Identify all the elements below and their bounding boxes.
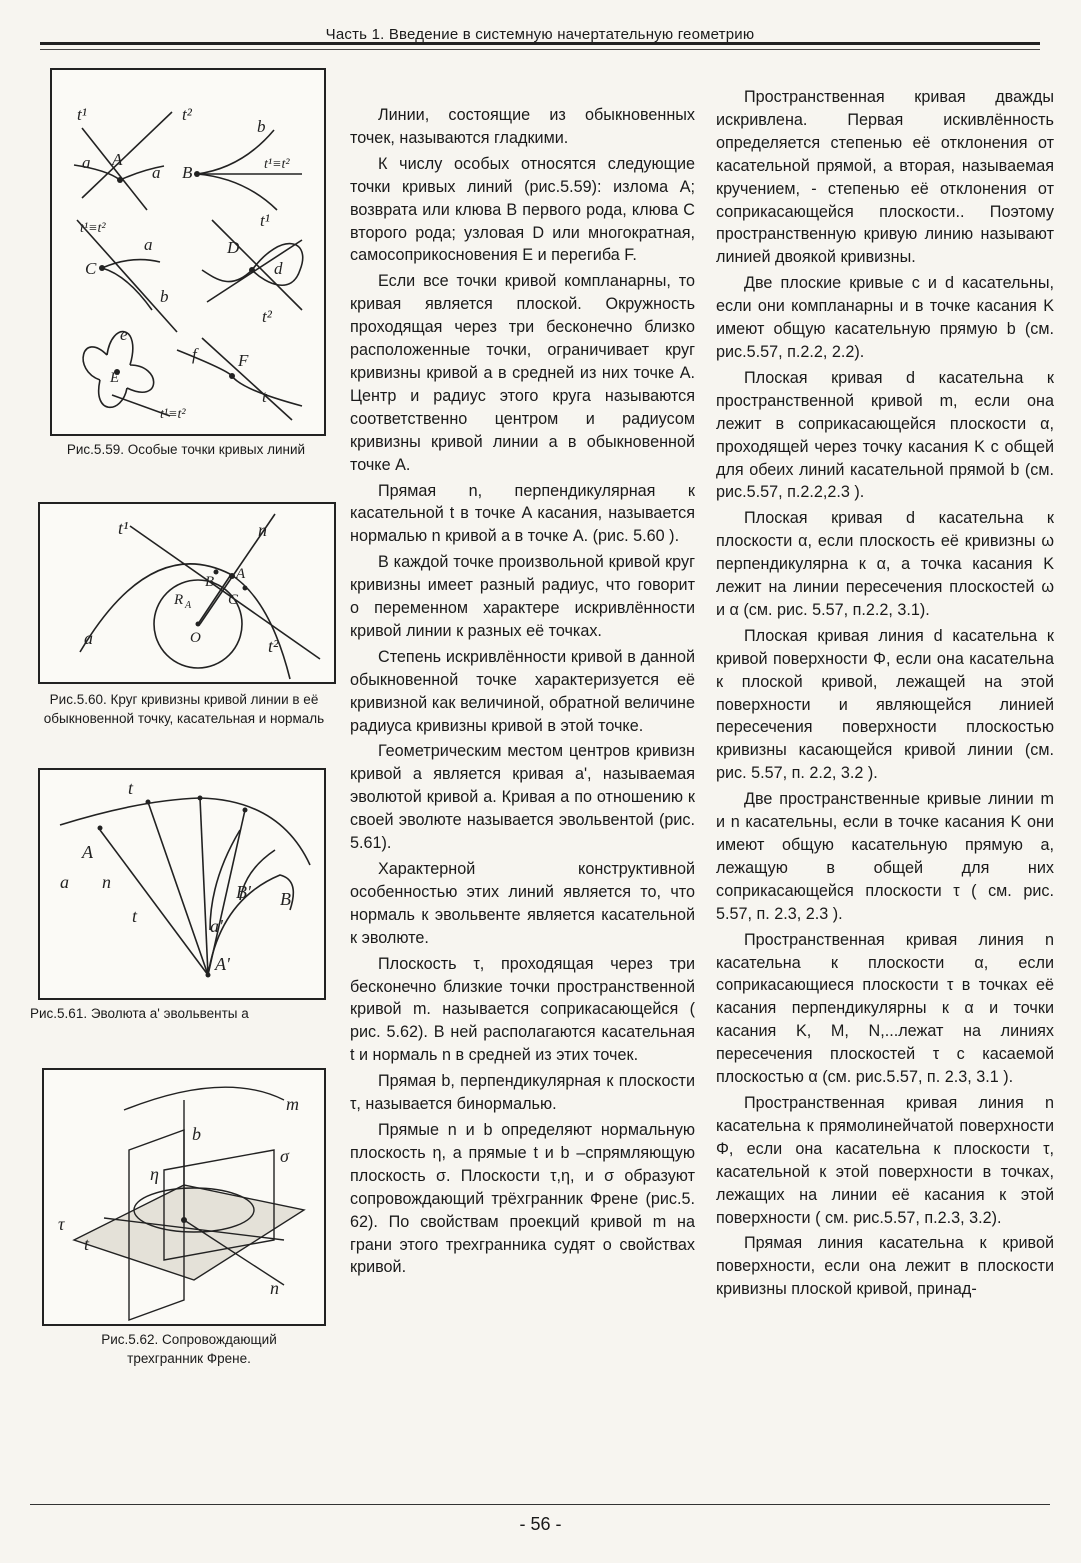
paragraph: Геометрическим местом центров кривизн кривой a является кривая a', называемая эволютой кривой a. Кривая a по отношению к своей эволюте называется эвольвентой (рис. 5.61). [350, 742, 695, 853]
f60-label-B: B [205, 574, 215, 590]
f61-label-a: a [60, 872, 69, 892]
caption-5-59: Рис.5.59. Особые точки кривых линий [66, 442, 306, 457]
f61-label-A: A [82, 842, 93, 862]
figure-5-60 [38, 502, 336, 684]
f59-label-D: D [227, 238, 240, 257]
figure-5-59 [50, 68, 326, 436]
figure-5-62-drawing [44, 1070, 324, 1324]
f59-label-A: A [112, 150, 123, 169]
f60-label-RA: R [174, 592, 184, 608]
f59-label-F: F [238, 351, 249, 370]
f59-label-teq3: t¹≡t² [160, 407, 186, 422]
f59-label-t1: t¹ [77, 105, 87, 124]
page-number: - 56 - [519, 1514, 562, 1534]
f60-label-t1: t¹ [118, 518, 129, 538]
f59-label-b: b [257, 117, 266, 136]
footer-rule [30, 1504, 1050, 1505]
figure-5-61-drawing [40, 770, 324, 998]
f59-label-a3: a [144, 235, 153, 254]
paragraph: В каждой точке произвольной кривой круг кривизны имеет разный радиус, что говорит о переменном характере искривлённости кривой линии к разных её точках. [350, 553, 695, 640]
f61-label-B1: B' [236, 882, 251, 902]
f59-label-d: d [274, 259, 283, 278]
paragraph: Плоская кривая линия d касательна к кривой поверхности Φ, если она касательна к плоской кривой, лежащей на этой поверхности и являющейся линией пересечения поверхности плоскостью кривизны касающейся кривой линии (см. рис. 5.57, п. 2.2, 3.2 ). [716, 626, 1054, 783]
f60-label-a: a [84, 628, 93, 648]
f61-label-B: B [280, 889, 291, 909]
f59-label-teq: t¹≡t² [264, 157, 290, 172]
f62-label-n: n [270, 1278, 279, 1298]
figure-5-60-drawing [40, 504, 334, 682]
paragraph: Две плоские кривые c и d касательны, если они компланарны и в точке касания K имеют общую касательную прямую b (см. рис.5.57, п.2.2, 2.2). [716, 274, 1054, 361]
f62-label-t: t [84, 1234, 90, 1254]
paragraph: Плоскость τ, проходящая через три бесконечно близкие точки пространственной кривой m. называется соприкасающейся ( рис. 5.62). В ней располагаются касательная t и нормаль n в средней из этих точек. [350, 954, 695, 1065]
caption-5-60: Рис.5.60. Круг кривизны кривой линии в её обыкновенной точку, касательная и нормаль [43, 692, 325, 726]
f59-label-C: C [85, 259, 97, 278]
f62-label-m: m [286, 1094, 299, 1114]
f61-label-t: t [128, 778, 134, 798]
f61-label-a1: a' [210, 916, 223, 936]
f62-label-eta: η [150, 1164, 159, 1184]
f59-label-teq2: t¹≡t² [80, 221, 106, 236]
paragraph: Прямая линия касательна к кривой поверхности, если она лежит в плоскости кривизны плоской кривой, принад- [716, 1234, 1054, 1299]
f61-label-A1: A' [215, 954, 230, 974]
f62-label-b: b [192, 1124, 201, 1144]
f59-label-b2: b [160, 287, 169, 306]
paragraph: Две пространственные кривые линии m и n касательны, если в точке касания K они имеют общую касательную прямую a, лежащую в общей для них соприкасающейся плоскости τ ( см. рис. 5.57, п. 2.3, 2.3 ). [716, 790, 1054, 923]
f59-label-t2: t² [182, 105, 192, 124]
f62-label-sigma: σ [280, 1146, 289, 1166]
header-rule [40, 42, 1040, 50]
caption-5-61: Рис.5.61. Эволюта a' эвольвенты a [30, 1006, 249, 1021]
f59-label-f: f [192, 345, 197, 364]
paragraph: Плоская кривая d касательна к плоскости α, если плоскость её кривизны ω перпендикулярна к α, а точка касания K лежит на линии пересечения плоскостей ω и α (см. рис. 5.57, п.2.2, 3.1). [716, 509, 1054, 619]
figure-5-62 [42, 1068, 326, 1326]
f59-label-B: B [182, 163, 193, 182]
f60-label-C: C [228, 592, 239, 608]
f59-label-a1: a [82, 153, 91, 172]
paragraph: Пространственная кривая дважды искривлена. Первая искивлённость определяется степенью её отклонения от касательной прямой, а вторая, называемая кручением, - степенью её отклонения от соприкасающейся плоскости.. Поэтому пространственную кривую линию называют линией двоякой кривизны. [716, 88, 1054, 267]
f59-label-E: E [110, 370, 120, 386]
paragraph: Если все точки кривой компланарны, то кривая является плоской. Окружность проходящая через три бесконечно близко расположенные точки, ограничивает круг кривизны кривой a в средней из них точке A. Центр и радиус этого круга называются соответственно центром и радиусом кривизны кривой линии a в обыкновенной точке A. [350, 272, 695, 474]
paragraph: Пространственная кривая линия n касательна к прямолинейчатой поверхности Φ, если она касательна к плоскости τ, касательной к этой поверхности в точках, лежащих на линии её касания к этой поверхности ( см. рис.5.57, п.2.3, 3.2). [716, 1093, 1054, 1227]
paragraph: Пространственная кривая линия n касательна к плоскости α, если соприкасающиеся плоскости τ в точках её касания перпендикулярны к α и точки касания K, M, N,...лежат на линиях пересечения плоскостей τ с касаемой плоскостью α (см. рис.5.57, п. 2.3, 3.1 ). [716, 930, 1054, 1087]
paragraph: Прямые n и b определяют нормальную плоскость η, а прямые t и b –спрямляющую плоскость σ. Плоскости τ,η, и σ образуют сопровождающий трёхгранник Френе (рис.5. 62). По свойствам проекций кривой m на грани этого трехгранника судят о свойствах кривой. [350, 1120, 695, 1277]
figure-5-59-drawing [52, 70, 324, 434]
paragraph: Линии, состоящие из обыкновенных точек, называются гладкими. [350, 106, 695, 147]
paragraph: Прямая n, перпендикулярная к касательной t в точке A касания, называется нормалью n кривой a в точке A. (рис. 5.60 ). [350, 481, 695, 546]
f60-label-O: O [190, 630, 201, 646]
paragraph: Степень искривлённости кривой в данной обыкновенной точке характеризуется её кривизной как величиной, обратной величине радиуса кривизны кривой в этой точке. [350, 647, 695, 735]
f59-label-t1b: t¹ [260, 211, 270, 230]
f62-label-tau: τ [58, 1214, 65, 1234]
f59-label-a2: a [152, 163, 161, 182]
right-column [716, 86, 1054, 1304]
f60-label-n: n [258, 520, 267, 540]
paragraph: К числу особых относятся следующие точки кривых линий (рис.5.59): излома A; возврата или клюва B первого рода, клюва C второго рода; узловая D или многократная, самосоприкосновения E и перегиба F. [350, 154, 695, 265]
paragraph: Плоская кривая d касательна к пространственной кривой m, если она лежит в соприкасающейся плоскости α, проходящей через точку касания K с общей для обеих линий касательной прямой b (см. рис.5.57, п.2.2,2.3 ). [716, 368, 1054, 502]
f60-label-RA-sub: A [185, 600, 192, 611]
middle-column [350, 104, 695, 1282]
figure-5-61 [38, 768, 326, 1000]
paragraph: Характерной конструктивной особенностью этих линий является то, что нормаль к эвольвенте является касательной к эволюте. [350, 860, 695, 947]
f59-label-t: t [262, 387, 267, 406]
f60-label-t2: t² [268, 636, 279, 656]
f59-label-t2b: t² [262, 307, 272, 326]
paragraph: Прямая b, перпендикулярная к плоскости τ, называется бинормалью. [350, 1072, 695, 1114]
running-header: Часть 1. Введение в системную начертательную геометрию [325, 26, 755, 43]
f61-label-n: n [102, 872, 111, 892]
f60-label-A: A [236, 566, 246, 582]
caption-5-62: Рис.5.62. Сопровождающий трехгранник Френе. [101, 1332, 277, 1366]
f59-label-e: e [120, 325, 128, 344]
f61-label-t2: t [132, 906, 138, 926]
